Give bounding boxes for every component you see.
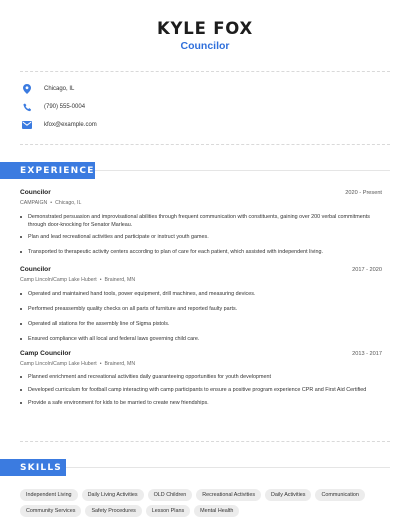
job-entry-1 — [20, 189, 382, 256]
job-bullet: Transported to therapeutic activity centers according to plan of care for each patient, which assisted with independent living. — [20, 248, 382, 256]
contact-email[interactable] — [20, 118, 97, 132]
job-organization-line: Camp Lincoln/Camp Lake Hubert • Brainerd, MN — [20, 361, 136, 367]
job-location: Brainerd, MN — [104, 277, 136, 283]
email-icon — [20, 118, 34, 132]
job-bullet: Demonstrated persuasion and improvisational abilities through frequent communication with constituents, gaining over 200 verbal commitments through door-knocking for Senator Marleau. — [20, 213, 382, 229]
skill-chip: Daily Activities — [265, 489, 311, 501]
skill-chip: Lesson Plans — [146, 505, 190, 517]
job-location: Brainerd, MN — [104, 361, 136, 367]
contact-phone — [20, 100, 85, 114]
job-dates: 2017 - 2020 — [352, 267, 382, 273]
skill-chip: OLD Children — [148, 489, 193, 501]
job-bullet: Developed curriculum for football camp interacting with camp participants to ensure a positive program experience CPR and First Aid Certified — [20, 386, 382, 394]
job-title: Councilor — [20, 189, 51, 196]
skill-chip: Recreational Activities — [196, 489, 261, 501]
experience-heading-line — [95, 170, 390, 171]
job-organization: CAMPAIGN — [20, 200, 48, 206]
job-bullet: Provide a safe environment for kids to be married to create new friendships. — [20, 399, 382, 407]
map-pin-icon — [20, 82, 34, 96]
job-entry-2 — [20, 266, 382, 343]
contact-location — [20, 82, 74, 96]
job-organization-line: Camp Lincoln/Camp Lake Hubert • Brainerd, MN — [20, 277, 136, 283]
job-location: Chicago, IL — [55, 200, 82, 206]
job-bullet: Ensured compliance with all local and federal laws governing child care. — [20, 335, 382, 343]
job-organization: Camp Lincoln/Camp Lake Hubert — [20, 361, 97, 367]
job-bullet: Planned enrichment and recreational activities daily guaranteeing opportunities for youth development — [20, 373, 382, 381]
candidate-name: KYLE FOX — [156, 19, 254, 38]
job-bullet: Plan and lead recreational activities and participate or instruct youth games. — [20, 233, 382, 241]
job-organization: Camp Lincoln/Camp Lake Hubert — [20, 277, 97, 283]
phone-icon — [20, 100, 34, 114]
contact-divider — [20, 144, 390, 145]
header-divider — [20, 71, 390, 72]
skill-chip: Daily Living Activities — [82, 489, 144, 501]
phone-text: (790) 555-0004 — [44, 104, 86, 110]
email-text[interactable]: kfox@example.com — [44, 122, 97, 128]
job-bullet: Operated all stations for the assembly line of Sigma pistols. — [20, 320, 382, 328]
job-title-heading: Councilor — [180, 40, 230, 52]
skill-chip: Independent Living — [20, 489, 78, 501]
job-organization-line: CAMPAIGN • Chicago, IL — [20, 200, 82, 206]
skill-chip: Mental Health — [194, 505, 239, 517]
job-title: Camp Councilor — [20, 350, 71, 357]
skills-heading: SKILLS — [0, 459, 66, 476]
experience-heading: EXPERIENCE — [0, 162, 95, 179]
job-dates: 2020 - Present — [345, 190, 382, 196]
experience-divider — [20, 441, 390, 442]
skill-chip: Communication — [315, 489, 364, 501]
job-dates: 2013 - 2017 — [352, 351, 382, 357]
job-bullet: Operated and maintained hand tools, power equipment, drill machines, and measuring devices. — [20, 290, 382, 298]
job-entry-3 — [20, 350, 382, 407]
skills-heading-line — [66, 467, 390, 468]
job-title: Councilor — [20, 266, 51, 273]
job-bullet: Performed preassembly quality checks on all parts of furniture and reported faulty parts. — [20, 305, 382, 313]
location-text: Chicago, IL — [44, 86, 75, 92]
skills-list — [20, 489, 390, 521]
skill-chip: Safety Procedures — [85, 505, 141, 517]
skill-chip: Community Services — [20, 505, 81, 517]
